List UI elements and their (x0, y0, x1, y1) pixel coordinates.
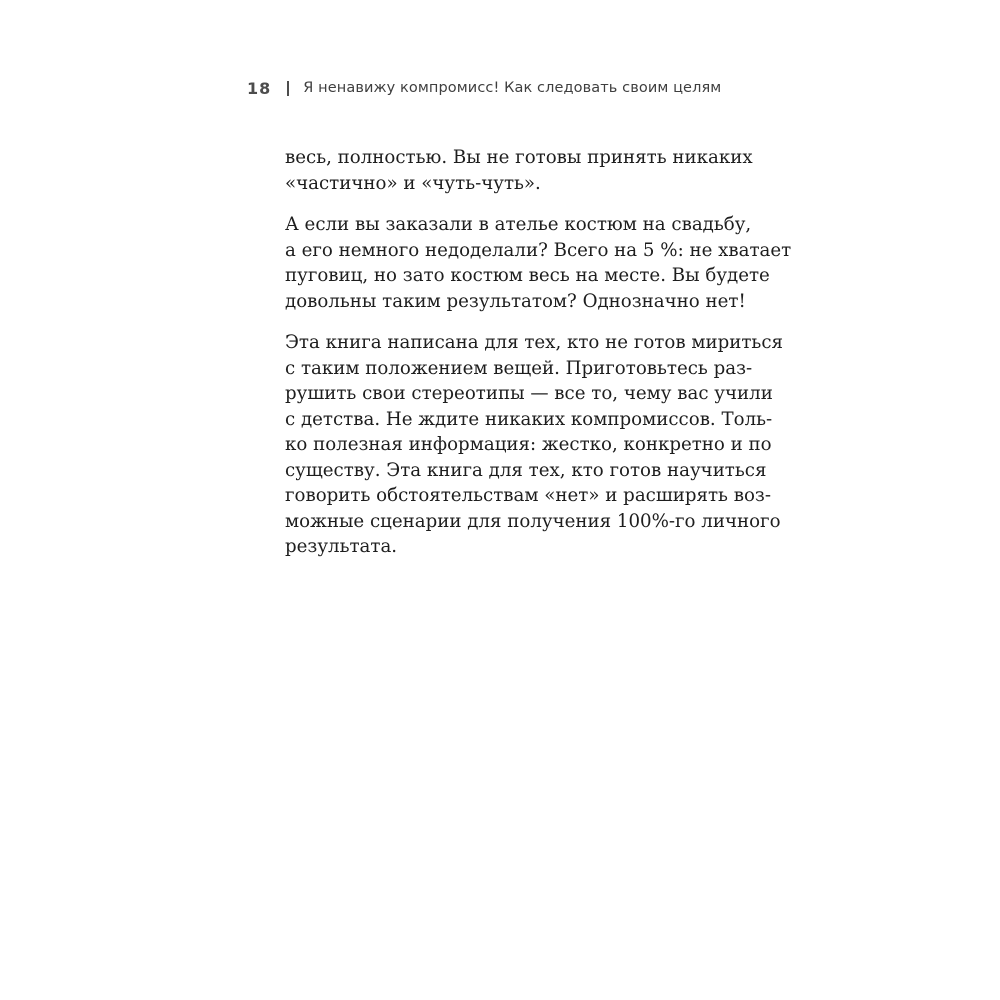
running-header (247, 76, 721, 100)
text-line: рушить свои стереотипы — все то, чему вас учили (285, 383, 773, 404)
text-line: весь, полностью. Вы не готовы принять никаких (285, 147, 753, 168)
text-line: можные сценарии для получения 100%-го личного (285, 510, 781, 532)
text-line: Эта книга написана для тех, кто не готов мириться (285, 332, 783, 353)
page-number: 18 (247, 78, 272, 98)
paragraph-3 (285, 330, 783, 560)
text-line: А если вы заказали в ателье костюм на свадьбу, (285, 214, 752, 235)
text-line: результата. (285, 536, 398, 557)
book-title: Я ненавижу компромисс! Как следовать своим целям (303, 80, 722, 96)
text-line: а его немного недоделали? Всего на 5 %: не хватает (285, 239, 792, 261)
text-line: с детства. Не ждите никаких компромиссов. Толь- (285, 408, 773, 430)
text-line: говорить обстоятельствам «нет» и расширять воз- (285, 485, 771, 506)
header-divider (287, 81, 289, 96)
paragraph-1 (285, 145, 753, 196)
text-line: с таким положением вещей. Приготовьтесь раз- (285, 357, 753, 379)
paragraph-2 (285, 212, 792, 314)
text-line: пуговиц, но зато костюм весь на месте. Вы будете (285, 265, 770, 286)
text-line: ко полезная информация: жестко, конкретно и по (285, 434, 772, 455)
text-line: «частично» и «чуть-чуть». (285, 172, 541, 194)
text-line: довольны таким результатом? Однозначно нет! (285, 290, 746, 312)
body-text (285, 145, 792, 560)
text-line: существу. Эта книга для тех, кто готов научиться (285, 459, 767, 481)
